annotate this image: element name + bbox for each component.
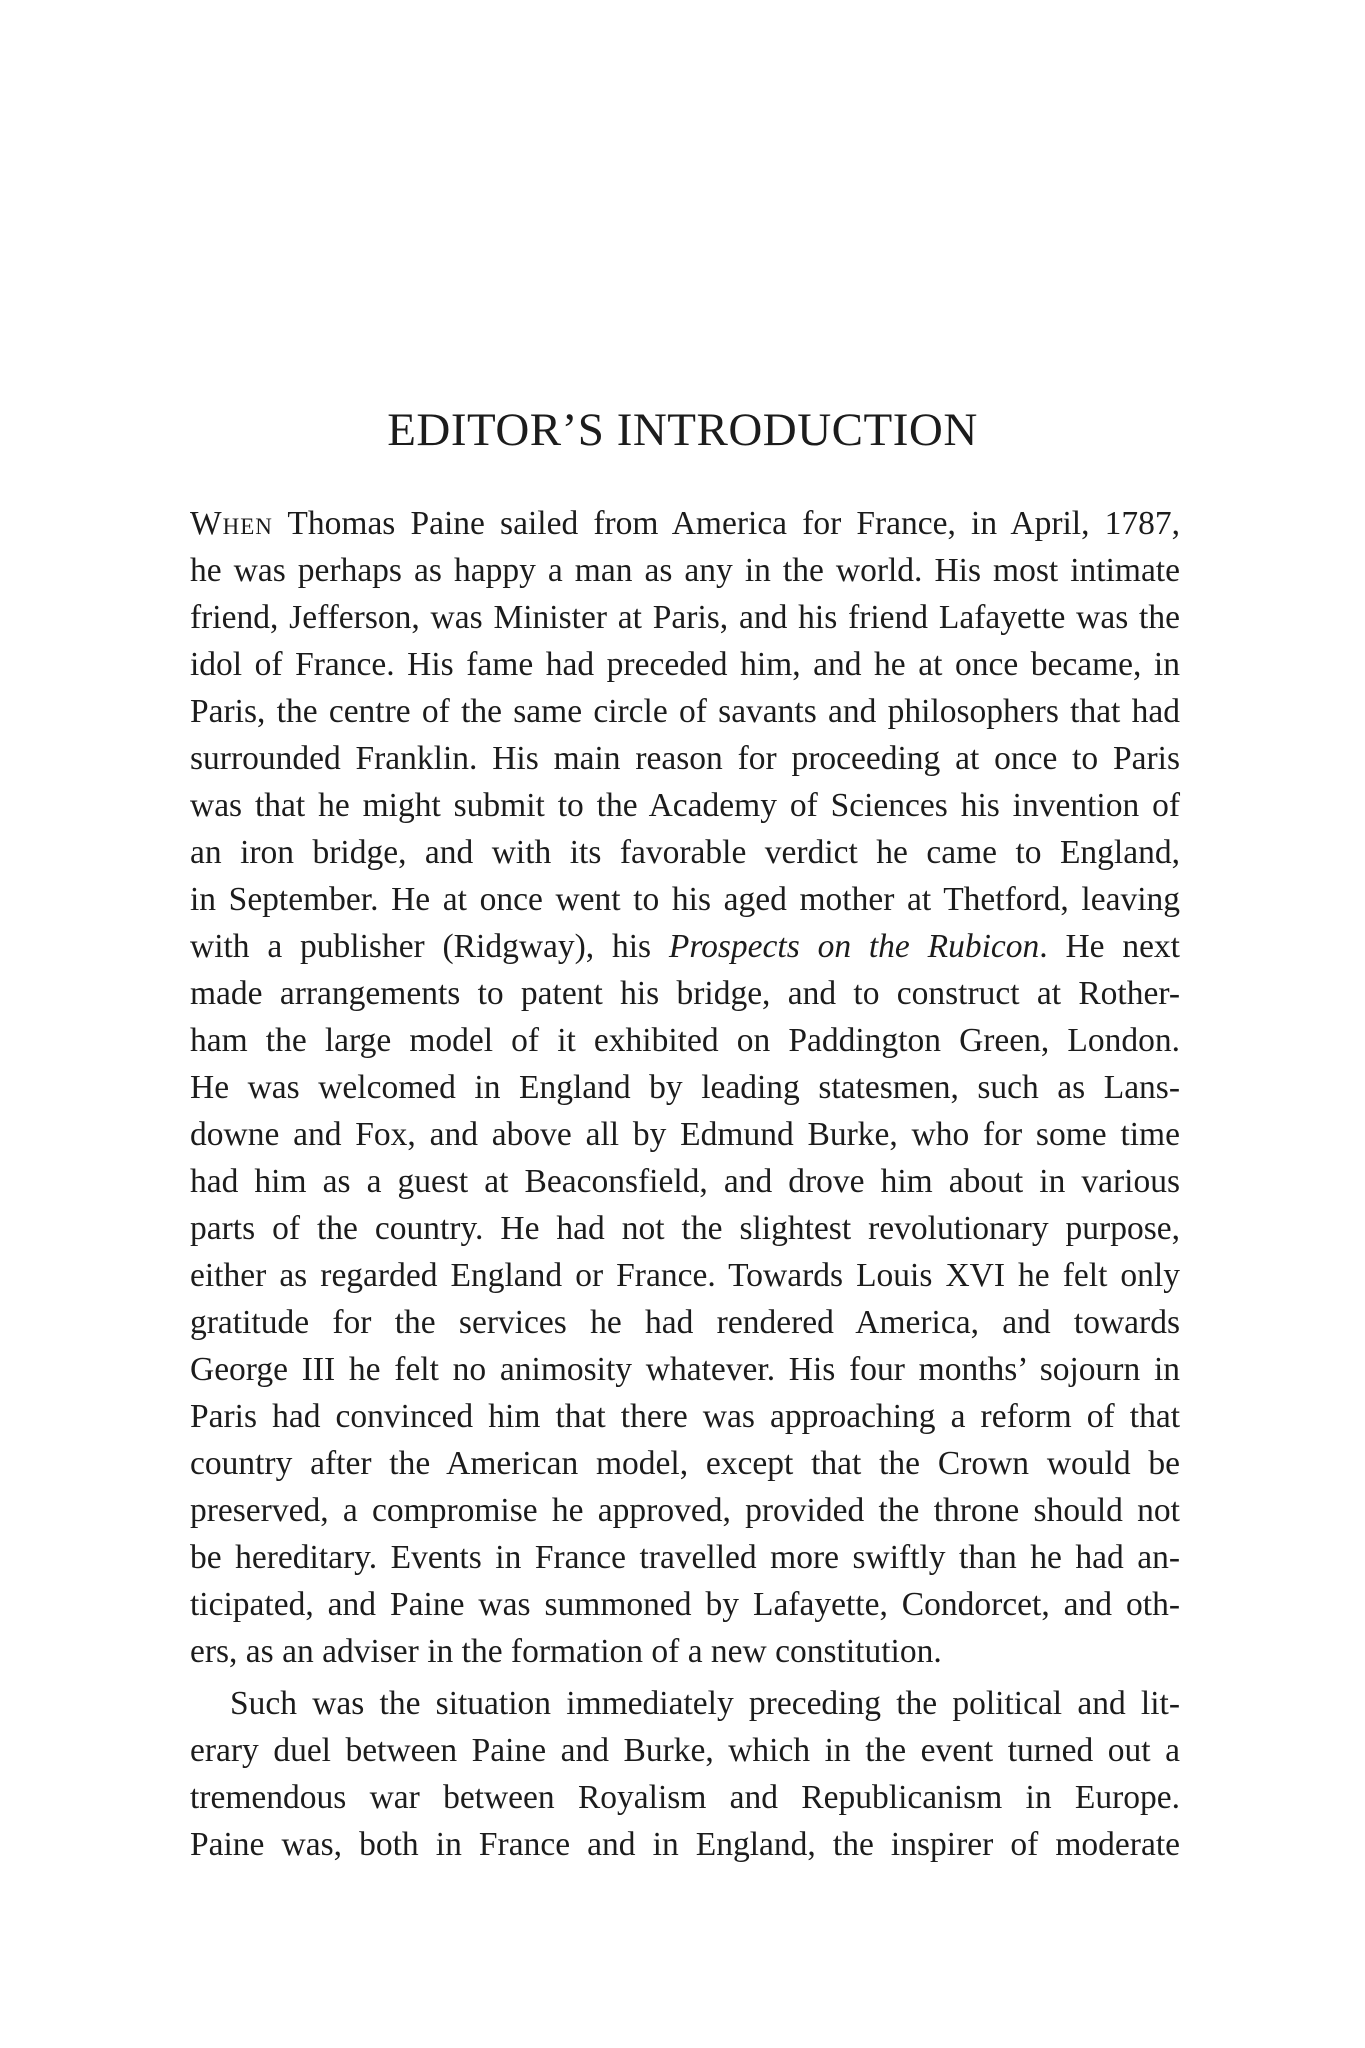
text-line: made arrangements to patent his bridge, and to construct at Rother- xyxy=(190,975,1180,1012)
text-line: George III he felt no animosity whatever. His four months’ sojourn in xyxy=(190,1351,1180,1388)
text-line: parts of the country. He had not the slightest revolutionary purpose, xyxy=(190,1210,1180,1247)
text-span: Thomas Paine sailed from America for France, in April, 1787, xyxy=(272,505,1180,542)
text-line xyxy=(190,923,1180,970)
chapter-title: EDITOR’S INTRODUCTION xyxy=(387,404,978,456)
text-line: in September. He at once went to his aged mother at Thetford, leaving xyxy=(190,881,1180,918)
text-line: ham the large model of it exhibited on Paddington Green, London. xyxy=(190,1022,1180,1059)
text-line: ticipated, and Paine was summoned by Lafayette, Condorcet, and oth- xyxy=(190,1586,1180,1623)
text-line: Paris had convinced him that there was approaching a reform of that xyxy=(190,1398,1180,1435)
text-line: either as regarded England or France. Towards Louis XVI he felt only xyxy=(190,1257,1180,1294)
text-line: surrounded Franklin. His main reason for proceeding at once to Paris xyxy=(190,740,1180,777)
text-span: . He next xyxy=(1039,928,1180,965)
text-line: preserved, a compromise he approved, provided the throne should not xyxy=(190,1492,1180,1529)
text-line: Paris, the centre of the same circle of savants and philosophers that had xyxy=(190,693,1180,730)
text-line: he was perhaps as happy a man as any in the world. His most intimate xyxy=(190,552,1180,589)
text-line: country after the American model, except that the Crown would be xyxy=(190,1445,1180,1482)
text-line xyxy=(190,500,1180,547)
text-span: with a publisher (Ridgway), his xyxy=(190,928,669,965)
text-line: He was welcomed in England by leading statesmen, such as Lans- xyxy=(190,1069,1180,1106)
text-line: Paine was, both in France and in England, the inspirer of moderate xyxy=(190,1826,1180,1863)
text-line: idol of France. His fame had preceded him, and he at once became, in xyxy=(190,646,1180,683)
drop-smallcaps-word: When xyxy=(190,505,273,542)
text-line: an iron bridge, and with its favorable verdict he came to England, xyxy=(190,834,1180,871)
text-line: ers, as an adviser in the formation of a new constitution. xyxy=(190,1633,942,1670)
text-line: was that he might submit to the Academy of Sciences his invention of xyxy=(190,787,1180,824)
text-line: had him as a guest at Beaconsfield, and drove him about in various xyxy=(190,1163,1180,1200)
text-line: gratitude for the services he had rendered America, and towards xyxy=(190,1304,1180,1341)
text-line: downe and Fox, and above all by Edmund Burke, who for some time xyxy=(190,1116,1180,1153)
text-line: be hereditary. Events in France travelled more swiftly than he had an- xyxy=(190,1539,1180,1576)
book-title-italic: Prospects on the Rubicon xyxy=(668,928,1040,965)
text-line: Such was the situation immediately preceding the political and lit- xyxy=(230,1685,1180,1722)
text-line: friend, Jefferson, was Minister at Paris, and his friend Lafayette was the xyxy=(190,599,1180,636)
paragraph-1 xyxy=(190,500,1180,1675)
text-line: tremendous war between Royalism and Republicanism in Europe. xyxy=(190,1779,1180,1816)
paragraph-2 xyxy=(190,1680,1180,1868)
text-line: erary duel between Paine and Burke, which in the event turned out a xyxy=(190,1732,1180,1769)
